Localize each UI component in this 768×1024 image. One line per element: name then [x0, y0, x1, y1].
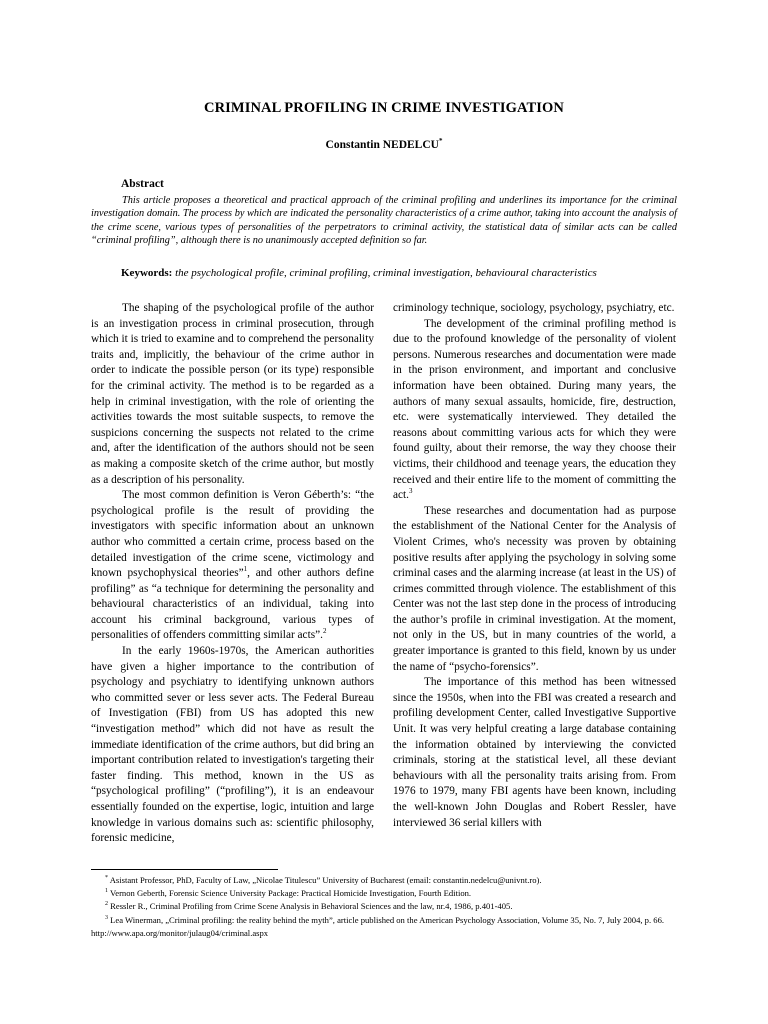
paper-title: CRIMINAL PROFILING IN CRIME INVESTIGATION: [204, 100, 564, 116]
footnote-2: [91, 900, 677, 913]
left-paragraph-2: [91, 488, 374, 644]
right-paragraph-3: The importance of this method has been witnessed since the 1950s, when into the FBI was created a research and profiling development Center, called Investigative Supportive Unit. It was very helpful creating a large database containing the information obtained by interviewing the convicted criminals, storing at the statistical level, all these deviant behaviours with all the personality traits arising from. From 1976 to 1979, many FBI agents have been known, including the well-known John Douglas and Robert Ressler, have interviewed 36 serial killers with: [393, 676, 676, 829]
right-paragraph-2: These researches and documentation had as purpose the establishment of the National Center for the Analysis of Violent Crimes, who's necessity was proven by obtaining positive results after applying the psychology in solving some criminal cases and the alarming increase (at least in the US) of crimes committed through violence. The establishment of this Center was not the last step done in the process of introducing the author’s profile in criminal investigation. At the moment, not only in the US, but in many countries of the world, a greater importance is granted to this field, known by us under the name of “psycho-forensics”.: [393, 504, 676, 673]
footnote-ref-3: 3: [409, 487, 413, 496]
left-column: [91, 301, 374, 847]
footnotes: [91, 874, 677, 940]
footnote-text: Vernon Geberth, Forensic Science University Package: Practical Homicide Investigation, Fourth Edition.: [110, 888, 472, 899]
footnote-text: Ressler R., Criminal Profiling from Crime Scene Analysis in Behavioral Sciences and the law, nr.4, 1986, p.401-405.: [110, 901, 513, 912]
right-paragraph-1-text: The development of the criminal profiling method is due to the profound knowledge of the personality of violent persons. Numerous researches and documentation were made in the prison environment, and important and conclusive information have been obtained. During many years, the authors of many sexual assaults, homicide, fire, destruction, etc. were systematically interviewed. They detailed the reasons about committing various acts for which they were found guilty, about their remorse, the way they choose their victims, their childhood and teenage years, the education they received and their entire life to the moment of committing the act.: [393, 317, 676, 502]
right-column: [393, 301, 676, 831]
footnote-mark: 2: [105, 901, 108, 908]
author-footnote-mark: *: [438, 137, 443, 145]
footnote-3: [91, 914, 677, 940]
footnote-separator: [91, 869, 278, 870]
footnote-text: Asistant Professor, PhD, Faculty of Law, „Nicolae Titulescu” University of Bucharest (email: constantin.nedelcu@univnt.ro).: [109, 875, 542, 885]
footnote-mark: 3: [105, 914, 108, 921]
author-line: [0, 137, 768, 151]
left-paragraph-3: In the early 1960s-1970s, the American authorities have given a higher importance to the contribution of psychology and psychiatry to identifying unknown authors who committed sever or less sever acts. The Federal Bureau of Investigation (FBI) from US has adopted this new “investigation method” which did not have as result the immediate identification of the crime authors, but did bring an important contribution related to investigation's targeting their faster finding. This method, known in the US as “psychological profiling” (“profiling”), it is an endeavour essentially founded on the expertise, logic, intuition and large knowledge in various domains such as: scientific philosophy, forensic medicine,: [91, 645, 374, 845]
right-paragraph-1: [393, 317, 676, 504]
abstract-text: This article proposes a theoretical and practical approach of the criminal profiling and underlines its importance for the criminal investigation domain. The process by which are indicated the personality characteristics of a crime author, taking into account the analysis of the crime scene, various types of personalities of the perpetrators to criminal activity, the statistical data of similar acts can be called “criminal profiling”, although there is no unanimously accepted definition so far.: [91, 195, 677, 247]
footnote-ref-2: 2: [322, 627, 327, 636]
footnote-mark: *: [105, 875, 108, 882]
keywords-label: Keywords:: [121, 267, 173, 279]
keywords-line: [121, 267, 681, 279]
footnote-1: [91, 887, 677, 900]
left-paragraph-2-part-b: , and other authors define profiling” as “a technique for determining the personality and behavioural characteristics of an individual, taking into account his criminal background, various types of personalities of offenders committing similar acts”.: [91, 567, 374, 642]
keywords-text: the psychological profile, criminal profiling, criminal investigation, behavioural characteristics: [175, 267, 597, 279]
footnote-author: [91, 874, 677, 887]
left-paragraph-2-part-a: The most common definition is Veron Géberth’s: “the psychological profile is the result of providing the investigators with specific information about an unknown author who committed a certain crime, process based on the detailed investigation of the crime scene, victimology and known psychophysical theories”: [91, 489, 374, 580]
right-paragraph-continued: criminology technique, sociology, psychology, psychiatry, etc.: [393, 302, 675, 314]
left-paragraph-1: The shaping of the psychological profile of the author is an investigation process in criminal prosecution, through which it is tried to examine and to comprehend the personality traits and, implicitly, the behaviour of the crime author in order to indicate the possible person (or its type) responsible for the criminal activity. The method is to be regarded as a help in criminal investigation, with the role of orienting the activities towards the most suitable suspects, to remove the suspicions concerning the suspects not related to the crime and, after the identification of the authors should not be seen as making a composite sketch of the crime author, but mostly as a description of his personality.: [91, 302, 374, 486]
footnote-text: Lea Winerman, „Criminal profiling: the reality behind the myth”, article published on the American Psychology Association, Volume 35, No. 7, July 2004, p. 66. http://www.apa.org/monitor/julaug04/criminal.aspx: [91, 914, 665, 938]
footnote-ref-1: 1: [243, 565, 248, 574]
footnote-mark: 1: [105, 888, 108, 895]
author-name: Constantin NEDELCU: [325, 138, 439, 151]
abstract-heading: Abstract: [121, 178, 164, 190]
